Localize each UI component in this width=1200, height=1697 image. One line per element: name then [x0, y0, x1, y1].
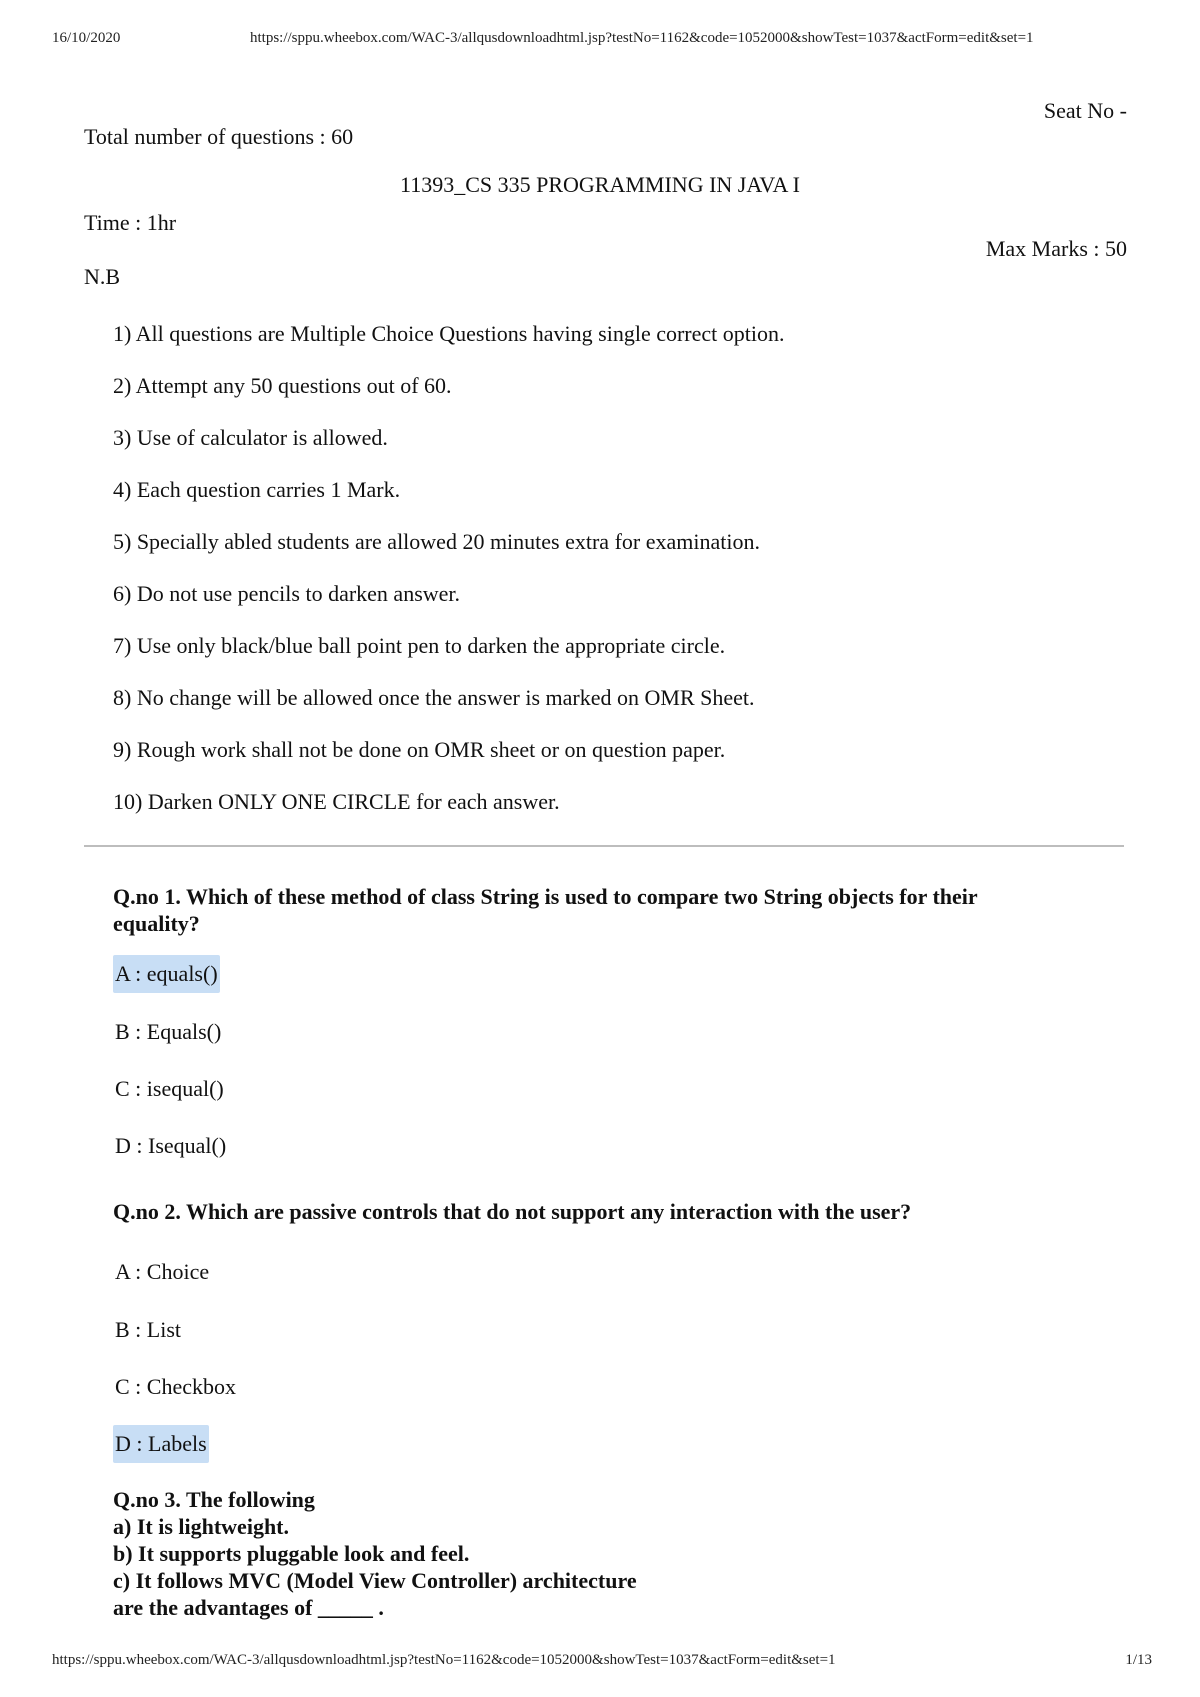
- q1-option-b[interactable]: B : Equals(): [115, 1019, 222, 1044]
- page-number: 1/13: [1125, 1652, 1152, 1668]
- print-date: 16/10/2020: [52, 30, 121, 46]
- instruction-item: 6) Do not use pencils to darken answer.: [113, 581, 461, 606]
- q2-option-a[interactable]: A : Choice: [115, 1259, 210, 1284]
- instruction-item: 3) Use of calculator is allowed.: [113, 425, 388, 450]
- instruction-item: 9) Rough work shall not be done on OMR sheet or on question paper.: [113, 737, 726, 762]
- max-marks: Max Marks : 50: [985, 236, 1127, 261]
- instruction-item: 4) Each question carries 1 Mark.: [113, 477, 401, 502]
- q2-option-d[interactable]: D : Labels: [113, 1425, 209, 1463]
- question-text-line: c) It follows MVC (Model View Controller) architecture: [113, 1568, 637, 1593]
- print-footer-url: https://sppu.wheebox.com/WAC-3/allqusdownloadhtml.jsp?testNo=1162&code=1052000&showTest=1037&actForm=edit&set=1: [52, 1652, 836, 1668]
- q2-option-b[interactable]: B : List: [115, 1317, 182, 1342]
- question-2: [113, 1198, 1113, 1225]
- instruction-item: 2) Attempt any 50 questions out of 60.: [113, 373, 452, 398]
- print-header-url: https://sppu.wheebox.com/WAC-3/allqusdownloadhtml.jsp?testNo=1162&code=1052000&showTest=1037&actForm=edit&set=1: [250, 30, 1034, 46]
- total-questions: Total number of questions : 60: [84, 124, 354, 149]
- question-text-line: Q.no 2. Which are passive controls that do not support any interaction with the user?: [113, 1199, 912, 1224]
- nb-label: N.B: [84, 264, 121, 289]
- seat-number-label: Seat No -: [1043, 98, 1127, 123]
- instruction-item: 8) No change will be allowed once the answer is marked on OMR Sheet.: [113, 685, 755, 710]
- question-text-line: Q.no 3. The following: [113, 1487, 315, 1512]
- instructions-list: [113, 321, 785, 841]
- instruction-item: 5) Specially abled students are allowed 20 minutes extra for examination.: [113, 529, 760, 554]
- question-text-line: Q.no 1. Which of these method of class String is used to compare two String objects for their: [113, 884, 978, 909]
- instruction-item: 1) All questions are Multiple Choice Questions having single correct option.: [113, 321, 785, 346]
- paper-title: 11393_CS 335 PROGRAMMING IN JAVA I: [400, 172, 800, 197]
- question-text-line: equality?: [113, 911, 200, 936]
- question-text-line: b) It supports pluggable look and feel.: [113, 1541, 470, 1566]
- question-3: [113, 1486, 1113, 1621]
- q1-option-a[interactable]: A : equals(): [113, 955, 220, 993]
- q1-option-d[interactable]: D : Isequal(): [115, 1133, 227, 1158]
- q1-option-c[interactable]: C : isequal(): [115, 1076, 224, 1101]
- instruction-item: 7) Use only black/blue ball point pen to darken the appropriate circle.: [113, 633, 726, 658]
- question-text-line: a) It is lightweight.: [113, 1514, 289, 1539]
- section-divider: [84, 845, 1124, 847]
- q2-option-c[interactable]: C : Checkbox: [115, 1374, 236, 1399]
- question-text-line: are the advantages of _____ .: [113, 1595, 384, 1620]
- question-1: [113, 883, 1113, 937]
- exam-time: Time : 1hr: [84, 210, 177, 235]
- instruction-item: 10) Darken ONLY ONE CIRCLE for each answer.: [113, 789, 560, 814]
